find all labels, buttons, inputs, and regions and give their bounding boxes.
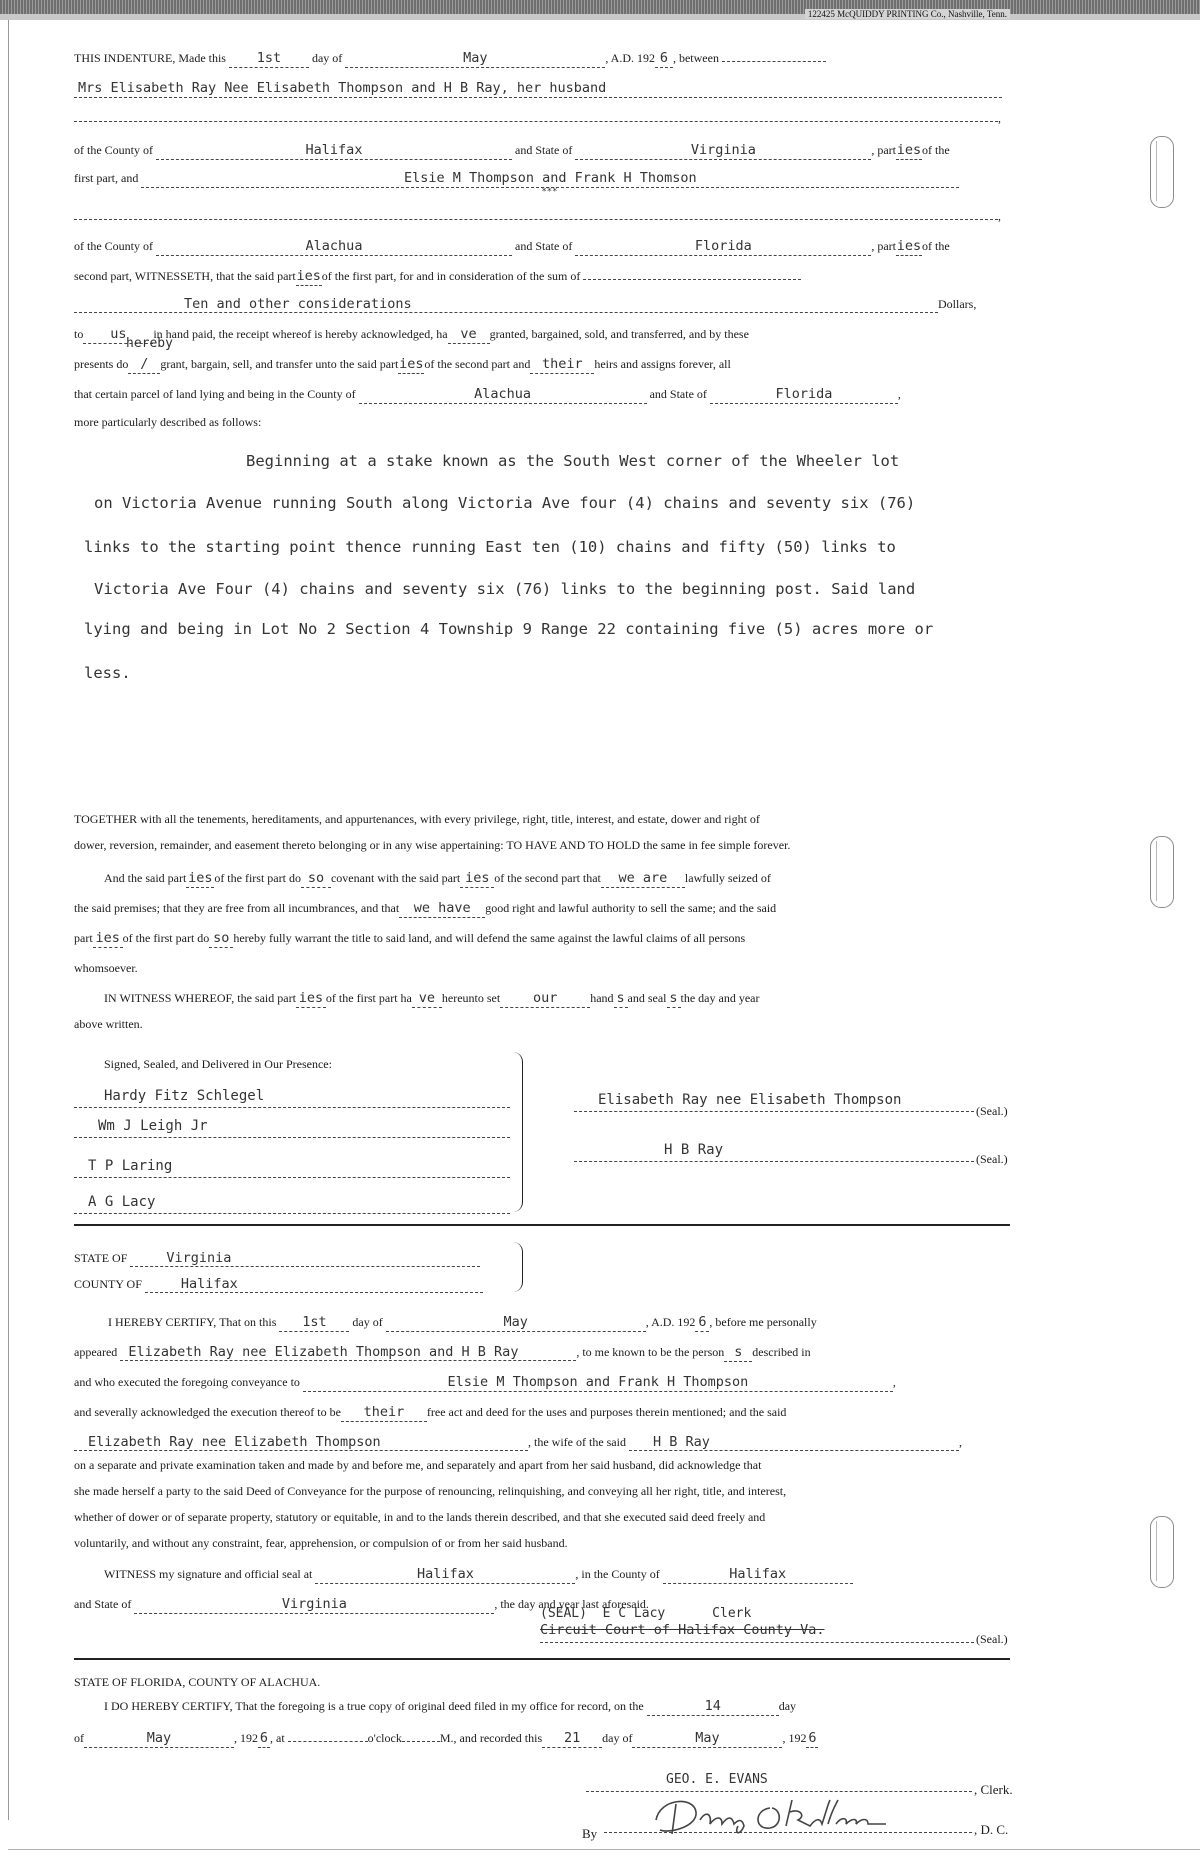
county-label: of the County of	[74, 239, 153, 253]
and-state-of-label: and State of	[74, 1597, 132, 1611]
covenant-with-label: covenant with the said part	[330, 871, 461, 885]
heirs-label: heirs and assigns forever, all	[594, 357, 731, 371]
ack-line-3	[74, 1370, 1014, 1394]
punch-hole-bottom	[1150, 1516, 1174, 1588]
clerk-seal-note: (SEAL) E C Lacy Clerk	[540, 1606, 752, 1621]
rec-head-line	[74, 1670, 1014, 1694]
rec-recorded-year-field: 6	[808, 1730, 817, 1746]
presents-line	[74, 352, 1014, 376]
indenture-day-field: 1st	[229, 52, 309, 68]
description-line-2: on Victoria Avenue running South along Victoria Ave four (4) chains and seventy six (76)	[94, 494, 916, 512]
first-part-do-label: of the first part do	[214, 871, 301, 885]
rec-of-label: of	[74, 1731, 84, 1745]
witnesseth-label: second part, WITNESSETH, that the said part	[74, 269, 296, 283]
rec-192-label: , 192	[234, 1731, 258, 1745]
grantees-field	[141, 170, 959, 197]
signed-sealed-line	[104, 1052, 1044, 1076]
witness-1: Hardy Fitz Schlegel	[74, 1082, 510, 1108]
grantees-line-2	[74, 204, 1014, 228]
grantor-signature-2: H B Ray	[574, 1136, 974, 1162]
state-label: and State of	[515, 239, 573, 253]
rec-hour-blank	[288, 1726, 368, 1742]
our-field: our	[500, 992, 590, 1008]
husband-field: H B Ray	[629, 1436, 959, 1451]
rec-year-field: 6	[259, 1730, 269, 1746]
description-line-5: lying and being in Lot No 2 Section 4 Township 9 Range 22 containing five (5) acres more or	[84, 620, 934, 638]
together-line-1: TOGETHER with all the tenements, hereditaments, and appurtenances, with every privilege, right, title, interest, and estate, dower and right of	[74, 812, 760, 826]
we-have-field: we have	[399, 902, 485, 918]
insertion-caret: ***	[541, 187, 558, 197]
grantees-blank	[74, 204, 998, 220]
execution-label: and severally acknowledged the execution thereof to be	[74, 1405, 341, 1419]
warrant-so-field: so	[209, 932, 233, 948]
consideration-label: of the first part, for and in consideration of the sum of	[321, 269, 581, 283]
ack-line-2	[74, 1340, 1014, 1364]
first-part-and-label: first part, and	[74, 171, 139, 185]
rec-recorded-label: M., and recorded this	[439, 1731, 543, 1745]
parcel-label: that certain parcel of land lying and being in the County of	[74, 387, 356, 401]
whomsoever-label: whomsoever.	[74, 961, 138, 975]
rec-certify-label: I DO HEREBY CERTIFY, That the foregoing is a true copy of original deed filed in my office for record, on the	[104, 1699, 644, 1713]
ack-county-field: Halifax	[145, 1278, 483, 1293]
part-label: , part	[871, 143, 896, 157]
parcel-line	[74, 382, 1014, 406]
top-edge-shadow	[0, 14, 1200, 20]
punch-hole-middle	[1150, 836, 1174, 908]
grant-label: grant, bargain, sell, and transfer unto the said part	[160, 357, 399, 371]
second-part-suffix-2: ies	[399, 356, 424, 372]
rec-filed-day-field: 14	[647, 1700, 779, 1716]
ack-certify-label: I HEREBY CERTIFY, That on this	[108, 1315, 277, 1329]
officer-line: Circuit Court of Halifax County Va.	[540, 1616, 974, 1643]
section-divider-1	[74, 1224, 1010, 1226]
seals-suffix: s	[667, 992, 681, 1008]
persons-suffix: s	[724, 1346, 752, 1362]
comma: ,	[998, 209, 1001, 223]
state-label: and State of	[515, 143, 573, 157]
indenture-month-field: May	[345, 52, 605, 68]
clerk-name-line: GEO. E. EVANS	[586, 1766, 972, 1792]
official-seal-label: WITNESS my signature and official seal at	[104, 1567, 313, 1581]
between-fill	[722, 46, 826, 62]
covenant-line-1	[74, 866, 1044, 890]
first-county-field: Halifax	[156, 144, 512, 160]
ack-month-field: May	[386, 1316, 646, 1332]
rec-heading: STATE OF FLORIDA, COUNTY OF ALACHUA.	[74, 1675, 321, 1689]
appeared-field: Elizabeth Ray nee Elizabeth Thompson and H B Ray	[120, 1346, 576, 1361]
receipt-label: in hand paid, the receipt whereof is hereby acknowledged, ha	[153, 327, 448, 341]
comma: ,	[897, 387, 901, 401]
described-in-label: described in	[752, 1345, 811, 1359]
seal-county-field: Halifax	[663, 1568, 853, 1584]
description-line-6: less.	[84, 664, 131, 682]
section-divider-2	[74, 1658, 1010, 1660]
witness-3: T P Laring	[74, 1152, 510, 1178]
rec-day-of-label: day of	[602, 1731, 633, 1745]
ack-state-field: Virginia	[130, 1252, 480, 1267]
sum-line	[74, 292, 1014, 316]
incumbrances-label: the said premises; that they are free from all incumbrances, and that	[74, 901, 400, 915]
examination-line-4: voluntarily, and without any constraint, fear, apprehension, or compulsion of or from her said husband.	[74, 1536, 568, 1550]
of-the-label: of the	[921, 143, 950, 157]
ack-state-line	[74, 1246, 1014, 1270]
day-of-label: day of	[311, 51, 343, 65]
page-bottom-edge	[8, 1849, 1200, 1850]
first-part-ha-label: of the first part ha	[325, 991, 412, 1005]
description-line-3: links to the starting point thence running East ten (10) chains and fifty (50) links to	[84, 538, 896, 556]
second-part-and-label: of the second part and	[424, 357, 531, 371]
second-party-county-line	[74, 234, 1014, 258]
above-written-line	[74, 1012, 1014, 1036]
comma: ,	[998, 111, 1001, 125]
rec-day-label: day	[778, 1699, 797, 1713]
grantees-names: Elsie M Thompson and Frank H Thomson	[404, 170, 697, 186]
grantor-signature-1: Elisabeth Ray nee Elisabeth Thompson	[574, 1086, 974, 1112]
to-field: us	[83, 328, 153, 344]
we-are-field: we are	[601, 872, 685, 888]
witnesseth-suffix: ies	[296, 268, 321, 284]
their-act-field: their	[341, 1406, 427, 1422]
and-seal-label: and seal	[627, 991, 667, 1005]
grantors-field: Mrs Elisabeth Ray Nee Elisabeth Thompson and H B Ray, her husband	[74, 82, 1002, 98]
indenture-label: THIS INDENTURE, Made this	[74, 51, 226, 65]
examination-line-1: on a separate and private examination taken and made by and before me, and separately and apart from her said husband, did acknowledge that	[74, 1458, 762, 1472]
comma: ,	[892, 1375, 896, 1389]
covenant-label: And the said part	[104, 871, 187, 885]
witnesseth-line	[74, 264, 1014, 288]
ack-brace	[512, 1242, 523, 1292]
rec-recorded-day-field: 21	[542, 1732, 602, 1748]
ad-label: , A.D. 192	[605, 51, 655, 65]
first-party-county-line	[74, 138, 1014, 162]
ack-line-1	[74, 1310, 1048, 1334]
warrant-do-label: of the first part do	[122, 931, 210, 945]
together-line-2: dower, reversion, remainder, and easement thereto belonging or in any wise appertaining: TO HAVE AND TO HOLD the same in fee simple forever.	[74, 838, 791, 852]
witness-brace	[512, 1052, 523, 1212]
seal-state-field: Virginia	[134, 1598, 494, 1614]
hereby-insertion: hereby	[126, 336, 173, 351]
day-year-label: the day and year	[680, 991, 760, 1005]
ack-county-line	[74, 1272, 1014, 1296]
hand-label: hand	[590, 991, 614, 1005]
covenant-line-4	[74, 956, 1014, 980]
wife-of-label: , the wife of the said	[528, 1435, 626, 1449]
ack-year-field: 6	[695, 1316, 709, 1332]
warrant-label: hereby fully warrant the title to said land, and will defend the same against the lawful claims of all persons	[233, 931, 746, 945]
seal-label-2: (Seal.)	[976, 1152, 1008, 1166]
by-label: By	[582, 1826, 598, 1841]
ack-county-label: COUNTY OF	[74, 1277, 142, 1291]
sum-field: Ten and other considerations	[74, 298, 938, 313]
presents-label: presents do	[74, 357, 129, 371]
rec-192-label-2: , 192	[782, 1731, 807, 1745]
covenant-suffix-2: ies	[460, 872, 494, 888]
signed-sealed-label: Signed, Sealed, and Delivered in Our Presence:	[104, 1057, 332, 1071]
examination-paragraph	[74, 1452, 1014, 1556]
clerk-label: , Clerk.	[974, 1782, 1013, 1797]
rec-line-2	[74, 1726, 1014, 1750]
dc-label: , D. C.	[974, 1822, 1009, 1837]
warrant-part-label: part	[74, 931, 93, 945]
free-act-label: free act and deed for the uses and purposes therein mentioned; and the said	[426, 1405, 787, 1419]
between-label: , between	[672, 51, 719, 65]
second-state-field: Florida	[575, 240, 871, 256]
together-paragraph	[74, 806, 1014, 858]
hands-suffix: s	[614, 992, 628, 1008]
to-label: to	[74, 327, 84, 341]
aforesaid-label: , the day and year last aforesaid.	[494, 1597, 649, 1611]
part-label: , part	[871, 239, 896, 253]
have-field: ve	[448, 328, 490, 344]
rec-recorded-month-field: May	[632, 1732, 782, 1748]
examination-line-3: whether of dower or of separate property, statutory or equitable, in and to the lands therein described, and that she executed said deed freely and	[74, 1510, 766, 1524]
examination-line-2: she made herself a party to the said Deed of Conveyance for the purpose of renouncing, relinquishing, and conveying all her right, title, and interest,	[74, 1484, 787, 1498]
witness-ve-field: ve	[412, 992, 442, 1008]
rec-at-label: , at	[270, 1731, 285, 1745]
authority-label: good right and lawful authority to sell the same; and the said	[485, 901, 777, 915]
ack-line-5	[74, 1430, 1014, 1454]
covenant-line-2	[74, 896, 1014, 920]
do-field: /	[128, 358, 160, 374]
rec-ampm-blank	[402, 1726, 440, 1742]
second-part-that-label: of the second part that	[494, 871, 601, 885]
witness-whereof-label: IN WITNESS WHEREOF, the said part	[104, 991, 296, 1005]
conveyance-to-label: and who executed the foregoing conveyance to	[74, 1375, 300, 1389]
parcel-state-label: and State of	[649, 387, 707, 401]
comma: ,	[958, 1435, 962, 1449]
rec-month-field: May	[84, 1732, 234, 1748]
top-edge-band	[0, 0, 1200, 14]
witness-4: A G Lacy	[74, 1188, 510, 1214]
seal-label-3: (Seal.)	[976, 1632, 1008, 1646]
parcel-county-field: Alachua	[359, 388, 647, 404]
seal-place-field: Halifax	[315, 1568, 575, 1584]
indenture-year-field: 6	[655, 52, 673, 68]
rec-line-1	[74, 1694, 1044, 1718]
deputy-clerk-signature	[650, 1790, 900, 1840]
dollars-label: Dollars,	[938, 297, 977, 311]
witness-suffix: ies	[296, 992, 326, 1008]
warrant-suffix: ies	[93, 932, 123, 948]
wife-field: Elizabeth Ray nee Elizabeth Thompson	[74, 1436, 528, 1451]
receipt-line	[74, 322, 1014, 346]
description-line-4: Victoria Ave Four (4) chains and seventy six (76) links to the beginning post. Said land	[94, 580, 916, 598]
granted-label: granted, bargained, sold, and transferred, and by these	[489, 327, 749, 341]
so-field: so	[301, 872, 331, 888]
known-label: , to me known to be the person	[576, 1345, 725, 1359]
covenant-suffix-1: ies	[188, 870, 213, 886]
first-part-suffix: ies	[896, 142, 922, 158]
ack-line-4	[74, 1400, 1014, 1424]
punch-hole-top	[1150, 136, 1174, 208]
ack-witness-line	[74, 1562, 1044, 1586]
ack-day-of-label: day of	[352, 1315, 383, 1329]
ack-personally-label: , before me personally	[709, 1315, 817, 1329]
described-label: more particularly described as follows:	[74, 415, 262, 429]
described-line	[74, 410, 1014, 434]
appeared-label: appeared	[74, 1345, 118, 1359]
ack-day-field: 1st	[279, 1316, 349, 1332]
their-field: their	[530, 358, 594, 374]
grantees-line	[74, 166, 1014, 197]
seized-label: lawfully seized of	[684, 871, 771, 885]
above-written-label: above written.	[74, 1017, 143, 1031]
ack-state-label: STATE OF	[74, 1251, 128, 1265]
grantors-blank	[74, 106, 998, 122]
second-part-suffix: ies	[896, 238, 922, 254]
grantors-line	[74, 76, 1014, 100]
witness-whereof-line	[74, 986, 1044, 1010]
covenant-line-3	[74, 926, 1014, 950]
in-county-label: , in the County of	[575, 1567, 660, 1581]
page-left-edge	[8, 20, 9, 1820]
conveyance-to-field: Elsie M Thompson and Frank H Thompson	[303, 1376, 893, 1392]
parcel-state-field: Florida	[710, 388, 898, 404]
consideration-fill	[583, 264, 801, 280]
ack-ad-label: , A.D. 192	[645, 1315, 696, 1329]
hereunto-set-label: hereunto set	[441, 991, 501, 1005]
of-the-label: of the	[921, 239, 950, 253]
witness-2: Wm J Leigh Jr	[74, 1112, 510, 1138]
first-state-field: Virginia	[575, 144, 871, 160]
grantors-line-2	[74, 106, 1014, 130]
printer-mark: 122425 McQUIDDY PRINTING Co., Nashville, Tenn.	[805, 9, 1010, 19]
indenture-line	[74, 46, 1014, 70]
description-line-1: Beginning at a stake known as the South West corner of the Wheeler lot	[246, 452, 900, 470]
county-label: of the County of	[74, 143, 153, 157]
second-county-field: Alachua	[156, 240, 512, 256]
seal-label-1: (Seal.)	[976, 1104, 1008, 1118]
rec-oclock-label: o'clock	[367, 1731, 402, 1745]
